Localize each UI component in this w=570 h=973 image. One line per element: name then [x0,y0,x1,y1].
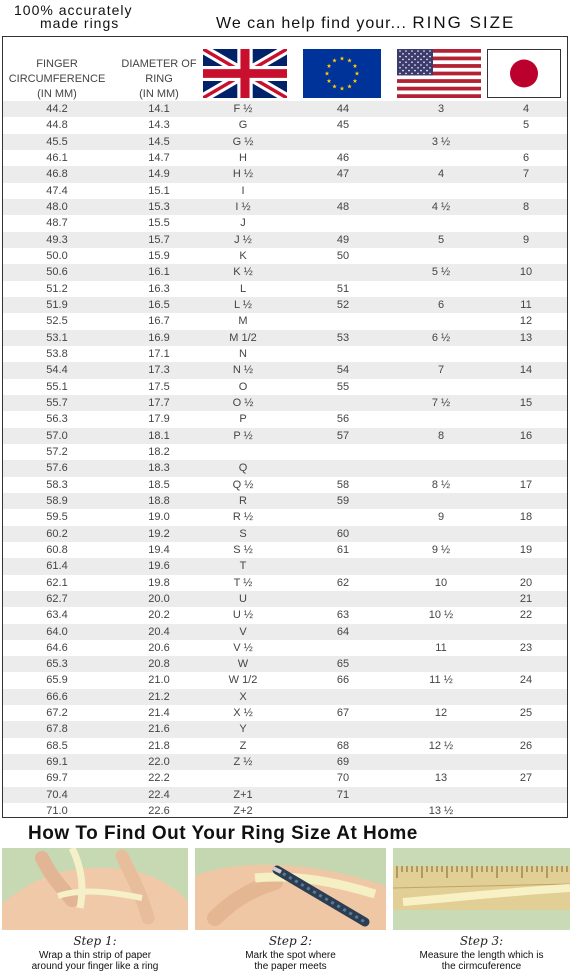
cell-circumference: 65.9 [46,674,68,687]
cell-uk: F ½ [233,103,253,115]
header-circumference [3,57,111,102]
cell-circumference: 57.0 [46,429,68,442]
cell-eu: 50 [336,249,350,262]
cell-uk: S ½ [233,543,253,556]
table-row [3,591,567,607]
cell-circumference: 58.3 [46,478,68,491]
table-row [3,493,567,509]
header-circumference-line: FINGER [36,58,78,70]
cell-diameter: 21.0 [148,674,170,687]
cell-circumference: 63.4 [46,609,68,622]
cell-uk: I ½ [235,200,251,213]
cell-eu: 68 [336,739,350,752]
cell-diameter: 19.4 [148,543,170,556]
step-3-illustration-icon [393,848,570,930]
cell-circumference: 60.2 [46,527,68,540]
cell-japan: 7 [522,168,530,181]
table-row [3,526,567,542]
cell-circumference: 62.1 [46,576,68,589]
table-row [3,183,567,199]
cell-diameter: 17.1 [148,347,170,360]
cell-japan: 11 [520,298,532,311]
cell-diameter: 15.7 [148,233,170,246]
table-row [3,787,567,803]
cell-diameter: 19.0 [148,511,170,524]
cell-circumference: 46.1 [46,151,68,164]
cell-circumference: 49.3 [46,233,68,246]
cell-diameter: 14.5 [148,135,170,148]
cell-eu: 52 [336,298,350,311]
cell-diameter: 20.6 [148,641,170,654]
cell-eu: 44 [336,103,350,115]
cell-japan: 9 [522,233,530,246]
table-row [3,803,567,818]
cell-japan: 6 [522,151,530,164]
brand-line-2: made rings [40,15,120,31]
step-3-description-line: the cirmcuference [441,961,522,972]
table-row [3,689,567,705]
table-row [3,542,567,558]
cell-uk: X [239,690,247,703]
cell-us: 11 ½ [429,674,453,687]
cell-us: 7 [437,364,445,377]
cell-circumference: 64.6 [46,641,68,654]
cell-us: 9 ½ [431,543,451,556]
headline [216,13,515,33]
cell-diameter: 18.2 [148,445,170,458]
cell-uk: Z+2 [233,805,253,818]
cell-eu: 59 [336,494,350,507]
cell-circumference: 54.4 [46,364,68,377]
step-2-description [195,950,386,972]
table-row [3,477,567,493]
table-row [3,395,567,411]
cell-circumference: 69.1 [46,756,68,769]
cell-japan: 16 [519,429,533,442]
cell-uk: R [239,494,247,507]
cell-diameter: 16.1 [148,266,170,279]
table-row [3,313,567,329]
cell-circumference: 55.1 [46,380,68,393]
cell-diameter: 20.4 [148,625,170,638]
cell-us: 13 [434,772,448,785]
cell-japan: 12 [519,315,533,328]
header-diameter-line: RING [145,73,173,85]
cell-circumference: 50.0 [46,249,68,262]
cell-us: 4 ½ [431,200,451,213]
step-1-illustration-icon [2,848,188,930]
cell-uk: H ½ [232,168,254,181]
table-row [3,770,567,786]
cell-diameter: 21.2 [148,690,170,703]
cell-uk: O [238,380,248,393]
headline-ring-size: RING SIZE [412,13,516,32]
cell-uk: P ½ [233,429,253,442]
cell-japan: 5 [522,119,530,132]
table-row [3,297,567,313]
table-row [3,134,567,150]
cell-circumference: 56.3 [46,413,68,426]
step-3-description [393,950,570,972]
table-row [3,362,567,378]
cell-uk: M [238,315,248,328]
cell-diameter: 14.1 [148,103,170,115]
table-row [3,575,567,591]
cell-circumference: 59.5 [46,511,68,524]
cell-circumference: 68.5 [46,739,68,752]
cell-diameter: 15.9 [148,249,170,262]
header-circumference-line: (IN MM) [37,88,77,100]
cell-uk: W 1/2 [228,674,258,687]
uk-flag-icon [203,49,287,98]
cell-japan: 4 [522,103,530,115]
cell-circumference: 51.2 [46,282,68,295]
cell-japan: 19 [519,543,533,556]
page-header [0,0,570,36]
step-2-description-line: the paper meets [254,961,327,972]
cell-eu: 65 [336,658,350,671]
step-2-illustration-icon [195,848,386,930]
table-row [3,166,567,182]
table-row [3,444,567,460]
cell-japan: 17 [519,478,533,491]
cell-japan: 22 [519,609,533,622]
cell-uk: Y [239,723,247,736]
table-row [3,215,567,231]
cell-uk: K [239,249,247,262]
cell-uk: L ½ [234,298,252,311]
brand-line-1: 100% accurately [14,2,133,18]
step-1-description-line: around your finger like a ring [31,961,159,972]
cell-circumference: 64.0 [46,625,68,638]
cell-uk: Z ½ [233,756,253,769]
cell-us: 12 ½ [428,739,454,752]
cell-uk: O ½ [232,396,254,409]
cell-eu: 46 [336,151,350,164]
cell-eu: 71 [336,788,350,801]
cell-circumference: 53.8 [46,347,68,360]
cell-circumference: 57.6 [46,462,68,475]
cell-eu: 66 [336,674,350,687]
table-row [3,232,567,248]
cell-eu: 53 [336,331,350,344]
cell-circumference: 65.3 [46,658,68,671]
cell-circumference: 45.5 [46,135,68,148]
cell-eu: 64 [336,625,350,638]
cell-japan: 27 [519,772,533,785]
cell-us: 8 ½ [431,478,451,491]
cell-diameter: 20.0 [148,592,170,605]
headline-text: We can help find your... [216,15,407,32]
cell-eu: 56 [336,413,350,426]
cell-diameter: 22.2 [148,772,170,785]
step-3 [393,848,570,973]
cell-uk: N ½ [232,364,254,377]
cell-uk: H [239,151,247,164]
step-3-label: Step 3: [459,934,504,948]
table-row [3,281,567,297]
table-row [3,460,567,476]
table-row [3,640,567,656]
cell-diameter: 15.5 [148,217,170,230]
cell-diameter: 20.8 [148,658,170,671]
cell-circumference: 66.6 [46,690,68,703]
cell-eu: 70 [336,772,350,785]
cell-circumference: 70.4 [46,788,68,801]
table-row [3,101,567,117]
table-header [3,37,567,101]
cell-eu: 54 [336,364,350,377]
table-row [3,428,567,444]
cell-uk: W [237,658,249,671]
table-row [3,248,567,264]
cell-diameter: 17.9 [148,413,170,426]
cell-diameter: 16.9 [148,331,170,344]
brand-logo [14,4,133,30]
cell-diameter: 19.6 [148,560,170,573]
cell-us: 3 [437,103,445,115]
cell-uk: J ½ [234,233,252,246]
cell-eu: 47 [336,168,350,181]
cell-eu: 67 [336,707,350,720]
table-row [3,705,567,721]
table-row [3,738,567,754]
cell-uk: T [239,560,247,573]
cell-circumference: 62.7 [46,592,68,605]
cell-diameter: 22.6 [148,805,170,818]
cell-circumference: 48.7 [46,217,68,230]
table-row [3,656,567,672]
cell-uk: Q ½ [232,478,254,491]
cell-diameter: 18.3 [148,462,170,475]
table-row [3,509,567,525]
cell-diameter: 21.4 [148,707,170,720]
us-flag-icon [397,49,481,98]
cell-circumference: 71.0 [46,805,68,818]
step-1-description-line: Wrap a thin strip of paper [38,950,152,961]
cell-japan: 14 [519,364,533,377]
cell-us: 13 ½ [428,805,454,818]
cell-eu: 61 [336,543,350,556]
cell-uk: G ½ [232,135,254,148]
cell-japan: 20 [519,576,533,589]
cell-us: 12 [434,707,448,720]
cell-us: 4 [437,168,445,181]
cell-eu: 62 [336,576,350,589]
cell-diameter: 19.8 [148,576,170,589]
cell-uk: M 1/2 [229,331,257,344]
cell-circumference: 61.4 [46,560,68,573]
table-row [3,346,567,362]
cell-eu: 58 [336,478,350,491]
cell-eu: 48 [336,200,350,213]
cell-japan: 18 [519,511,533,524]
cell-eu: 45 [336,119,350,132]
cell-circumference: 51.9 [46,298,68,311]
cell-us: 6 [437,298,445,311]
cell-us: 10 ½ [428,609,454,622]
cell-diameter: 19.2 [148,527,170,540]
cell-japan: 10 [519,266,533,279]
ring-size-chart [2,36,568,818]
table-row [3,558,567,574]
cell-uk: T ½ [233,576,253,589]
table-row [3,624,567,640]
table-row [3,411,567,427]
cell-us: 5 ½ [431,266,451,279]
table-row [3,150,567,166]
cell-circumference: 57.2 [46,445,68,458]
step-1 [2,848,188,973]
cell-diameter: 16.7 [148,315,170,328]
cell-uk: V [239,625,247,638]
cell-diameter: 16.5 [148,298,170,311]
cell-eu: 69 [336,756,350,769]
cell-uk: G [238,119,248,132]
cell-diameter: 17.5 [148,380,170,393]
cell-circumference: 50.6 [46,266,68,279]
cell-circumference: 69.7 [46,772,68,785]
cell-uk: K ½ [233,266,253,279]
cell-japan: 23 [519,641,533,654]
table-row [3,721,567,737]
step-2-description-line: Mark the spot where [245,950,336,961]
table-row [3,199,567,215]
header-circumference-line: CIRCUMFERENCE [8,73,106,85]
cell-us: 11 [435,641,447,654]
cell-diameter: 14.9 [148,168,170,181]
cell-diameter: 17.3 [148,364,170,377]
cell-uk: P [239,413,247,426]
japan-flag-icon [487,49,561,98]
cell-diameter: 14.7 [148,151,170,164]
cell-circumference: 60.8 [46,543,68,556]
cell-diameter: 17.7 [148,396,170,409]
cell-diameter: 18.5 [148,478,170,491]
cell-diameter: 20.2 [148,609,170,622]
cell-eu: 51 [336,282,350,295]
header-diameter [111,57,207,102]
step-3-description-line: Measure the length which is [419,950,544,961]
cell-uk: V ½ [233,641,253,654]
cell-uk: S [239,527,247,540]
header-diameter-line: (IN MM) [139,88,179,100]
step-1-label: Step 1: [73,934,117,948]
eu-flag-icon [303,49,381,98]
cell-uk: J [240,217,246,230]
table-row [3,264,567,280]
cell-us: 5 [437,233,445,246]
step-1-description [2,950,188,972]
table-row [3,117,567,133]
cell-uk: Z+1 [233,788,253,801]
cell-us: 8 [437,429,445,442]
cell-uk: U [239,592,247,605]
cell-diameter: 18.8 [148,494,170,507]
cell-circumference: 67.2 [46,707,68,720]
cell-us: 9 [437,511,445,524]
cell-circumference: 46.8 [46,168,68,181]
cell-uk: Q [238,462,248,475]
cell-japan: 25 [519,707,533,720]
guide-title: How To Find Out Your Ring Size At Home [28,823,418,844]
cell-eu: 49 [336,233,350,246]
cell-diameter: 18.1 [148,429,170,442]
cell-circumference: 55.7 [46,396,68,409]
cell-diameter: 14.3 [148,119,170,132]
cell-circumference: 53.1 [46,331,68,344]
cell-uk: L [239,282,247,295]
cell-eu: 60 [336,527,350,540]
cell-diameter: 22.0 [148,756,170,769]
cell-us: 3 ½ [431,135,451,148]
cell-eu: 57 [336,429,350,442]
table-row [3,754,567,770]
cell-uk: X ½ [233,707,253,720]
cell-circumference: 47.4 [46,184,68,197]
cell-circumference: 48.0 [46,200,68,213]
cell-japan: 15 [519,396,533,409]
cell-uk: N [239,347,247,360]
cell-diameter: 15.1 [148,184,170,197]
table-body [3,101,567,818]
cell-japan: 21 [519,592,533,605]
cell-eu: 63 [336,609,350,622]
cell-diameter: 22.4 [148,788,170,801]
cell-japan: 26 [519,739,533,752]
cell-uk: U ½ [232,609,254,622]
cell-japan: 24 [519,674,533,687]
cell-us: 6 ½ [431,331,451,344]
cell-japan: 8 [522,200,530,213]
cell-circumference: 44.2 [46,103,68,115]
header-diameter-line: DIAMETER OF [121,58,197,70]
cell-diameter: 15.3 [148,200,170,213]
cell-circumference: 67.8 [46,723,68,736]
cell-diameter: 21.8 [148,739,170,752]
cell-diameter: 21.6 [148,723,170,736]
cell-us: 10 [434,576,448,589]
cell-circumference: 58.9 [46,494,68,507]
cell-us: 7 ½ [431,396,451,409]
cell-uk: I [241,184,245,197]
cell-diameter: 16.3 [148,282,170,295]
table-row [3,330,567,346]
cell-uk: R ½ [232,511,254,524]
guide-steps [0,848,570,973]
cell-circumference: 52.5 [46,315,68,328]
step-2 [195,848,386,973]
table-row [3,607,567,623]
table-row [3,379,567,395]
step-2-label: Step 2: [268,934,313,948]
table-row [3,672,567,688]
cell-uk: Z [239,739,247,752]
cell-circumference: 44.8 [46,119,68,132]
cell-japan: 13 [519,331,533,344]
cell-eu: 55 [336,380,350,393]
